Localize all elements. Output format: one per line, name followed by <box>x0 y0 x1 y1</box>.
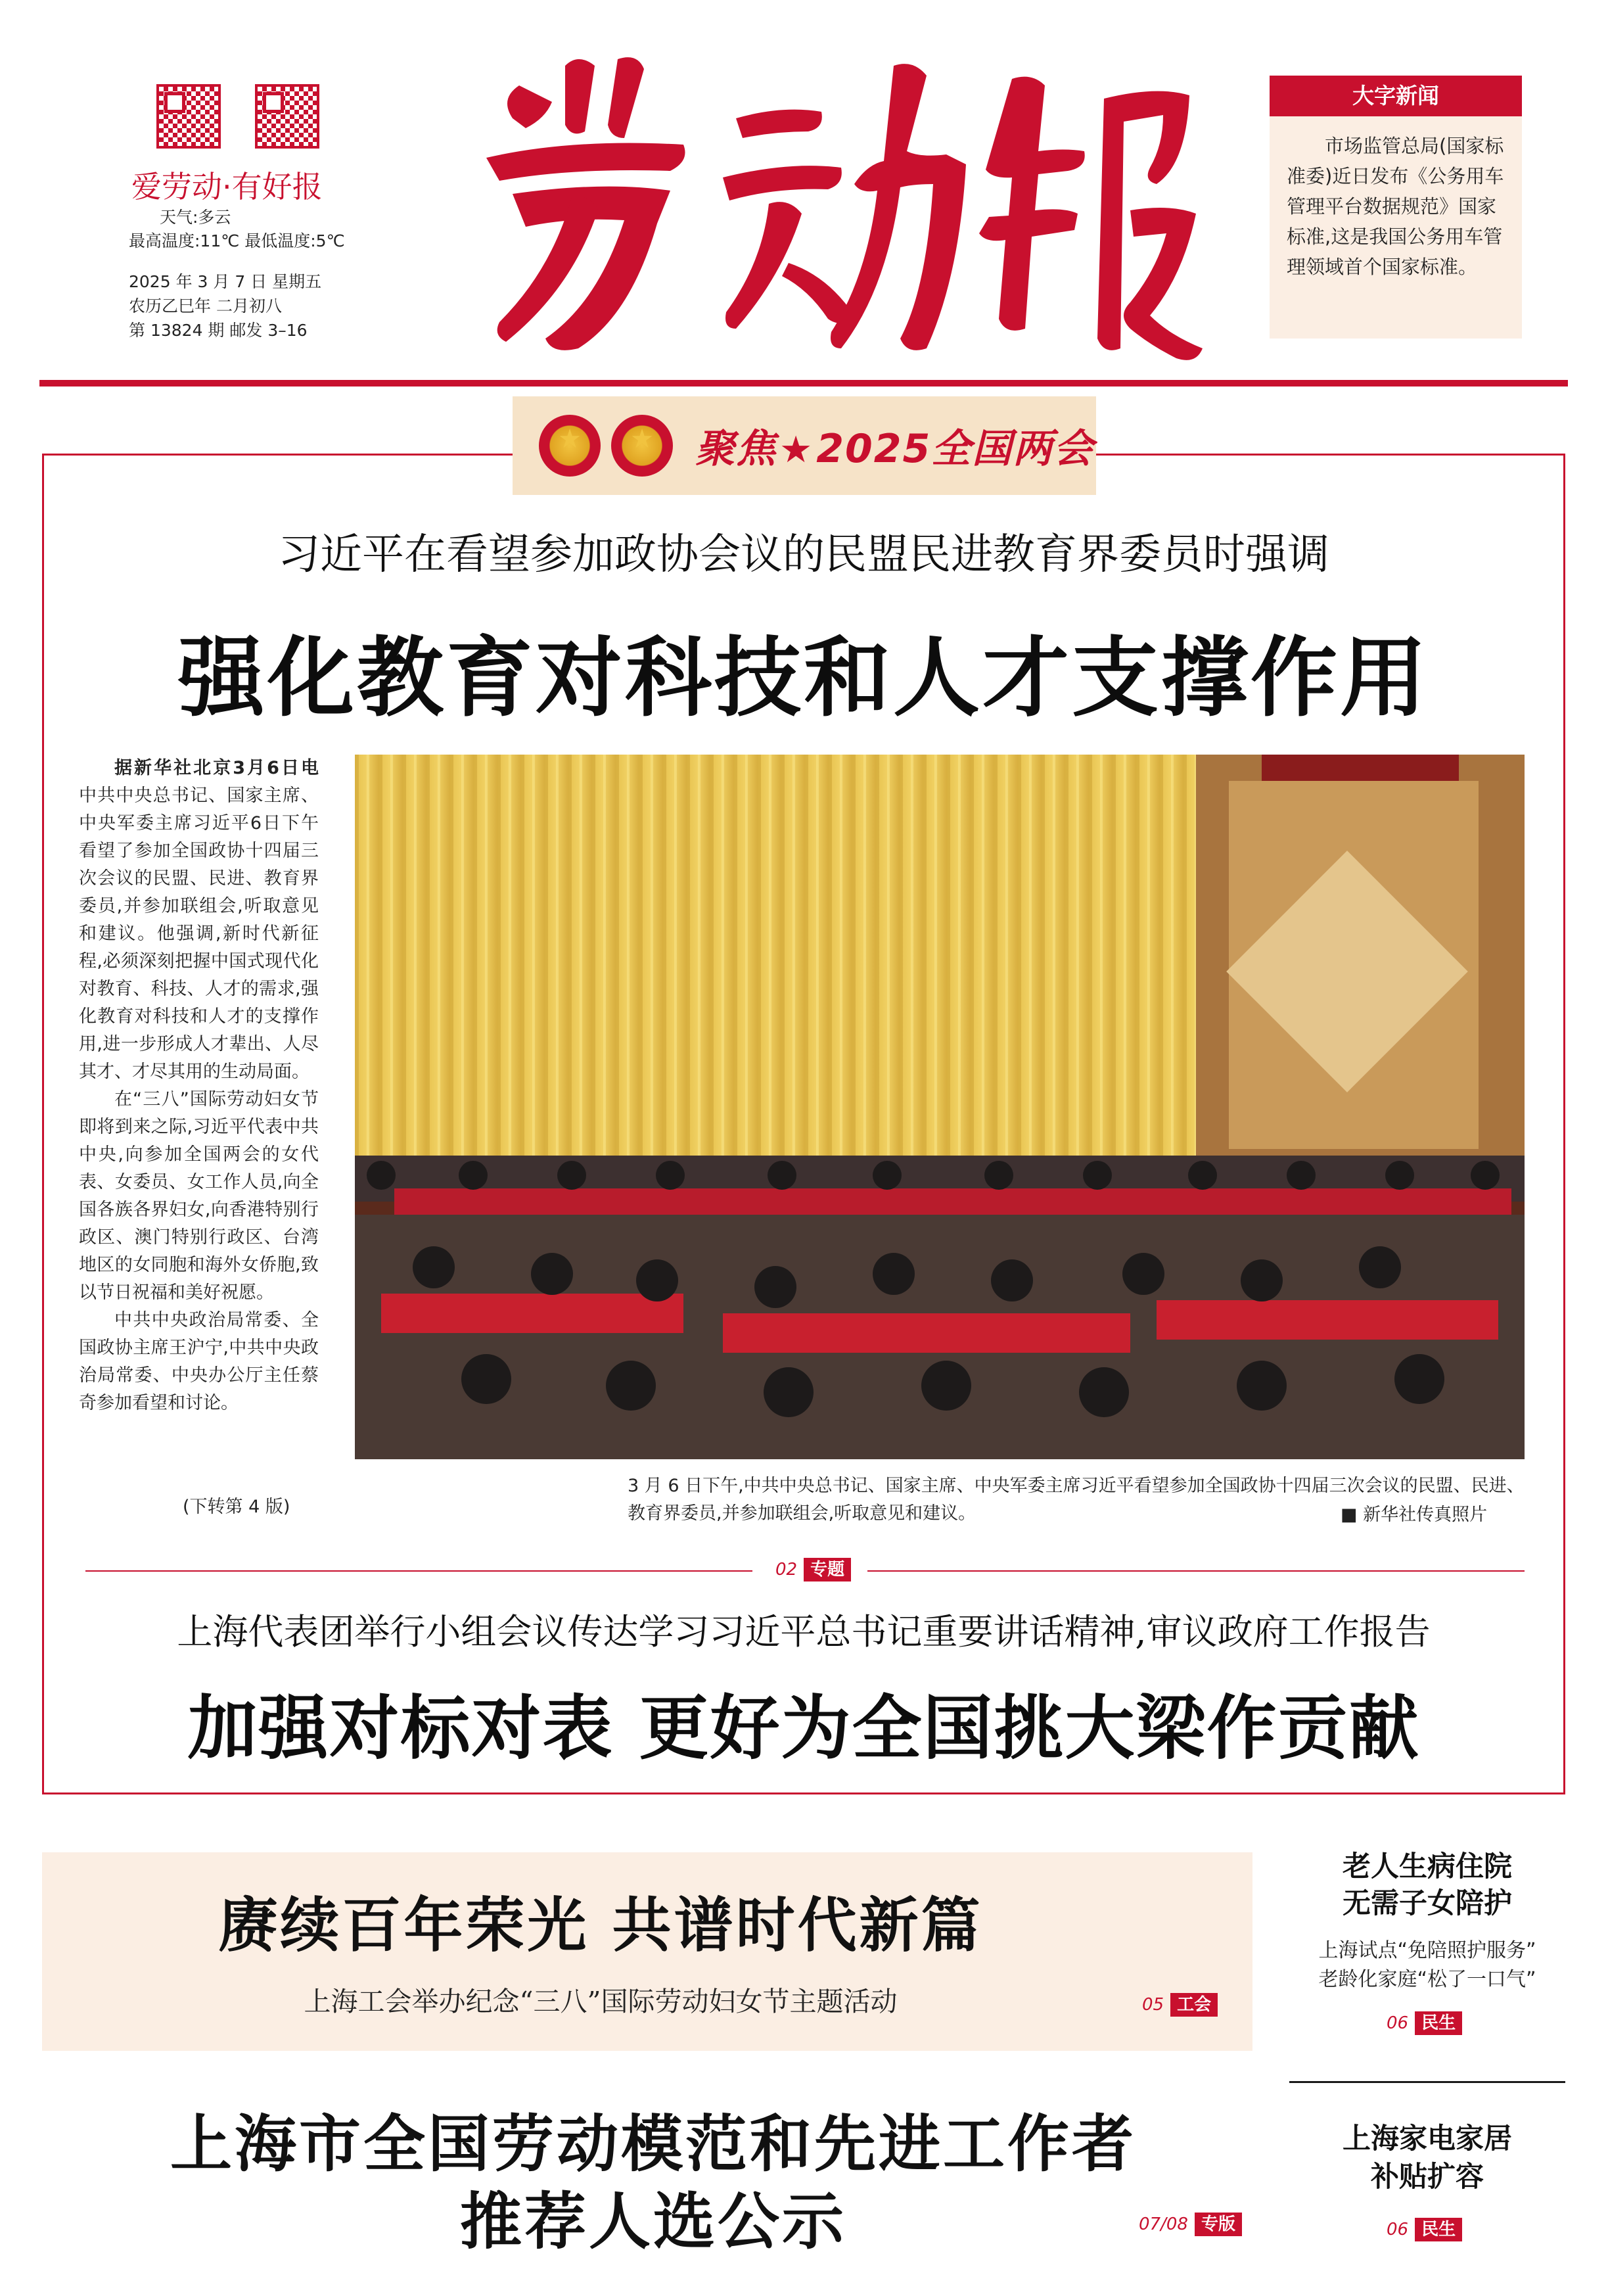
shanghai-kicker: 上海代表团举行小组会议传达学习习近平总书记重要讲话精神,审议政府工作报告 <box>177 1611 1431 1652</box>
star-icon: ★ <box>779 429 814 471</box>
masthead-rule <box>39 380 1568 387</box>
shanghai-headline[interactable]: 加强对标对表 更好为全国挑大梁作贡献 <box>187 1687 1420 1769</box>
lead-dateline: 据新华社北京3月6日电 <box>114 758 319 778</box>
cppcc-emblem-icon <box>611 415 673 477</box>
newspaper-logo <box>473 39 1209 368</box>
section-rule-right <box>867 1570 1525 1572</box>
lunar-date: 农历乙巳年 二月初八 <box>129 296 282 316</box>
big-news-box <box>1270 76 1522 339</box>
elder-care-headline-2[interactable]: 无需子女陪护 <box>1343 1887 1512 1920</box>
national-emblem-icon <box>539 415 601 477</box>
lead-paragraph-1-text: 中共中央总书记、国家主席、中央军委主席习近平6日下午看望了参加全国政协十四届三次会议的民盟、民进、教育界委员,并参加联组会,听取意见和建议。他强调,新时代新征程,必须深刻把握中国式现代化对教育、科技、人才的需求,强化教育对科技和人才的支撑作用,进一步形成人才辈出、人尽其才、才尽其用的生动局面。 <box>79 785 319 1082</box>
womens-day-subhead: 上海工会举办纪念“三八”国际劳动妇女节主题活动 <box>304 1986 898 2017</box>
lead-body <box>79 755 319 1417</box>
lead-paragraph-1 <box>79 755 319 1086</box>
continued-note[interactable]: (下转第 4 版) <box>183 1497 290 1517</box>
photo-credit: ■ 新华社传真照片 <box>1341 1505 1488 1525</box>
temperature-text: 最高温度:11℃ 最低温度:5℃ <box>129 231 345 250</box>
section-02-tag: 专题 <box>804 1558 851 1581</box>
womens-day-headline[interactable]: 赓续百年荣光 共谱时代新篇 <box>218 1890 983 1960</box>
appliance-headline-2[interactable]: 补贴扩容 <box>1371 2161 1484 2193</box>
section-05-label[interactable] <box>1142 1993 1218 2017</box>
section-0708-tag: 专版 <box>1195 2213 1242 2236</box>
lead-photo <box>355 755 1525 1459</box>
photo-caption: 3 月 6 日下午,中共中央总书记、国家主席、中央军委主席习近平看望参加全国政协十四届三次会议的民盟、民进、教育界委员,并参加联组会,听取意见和建议。 <box>628 1476 1525 1524</box>
section-0708-num: 07/08 <box>1139 2214 1188 2234</box>
slogan: 爱劳动·有好报 <box>131 169 323 204</box>
elder-care-sub-1: 上海试点“免陪照护服务” <box>1318 1939 1536 1962</box>
big-news-label: 大字新闻 <box>1270 76 1522 116</box>
section-0708-label[interactable] <box>1139 2213 1242 2236</box>
elder-care-headline-1[interactable]: 老人生病住院 <box>1343 1850 1512 1883</box>
section-02-num: 02 <box>775 1560 798 1580</box>
qr-code-1[interactable] <box>156 84 221 149</box>
focus-banner-text <box>695 417 1094 474</box>
labour-models-headline-1[interactable]: 上海市全国劳动模范和先进工作者 <box>170 2108 1136 2180</box>
section-05-tag: 工会 <box>1170 1993 1218 2017</box>
lead-paragraph-3: 中共中央政治局常委、全国政协主席王沪宁,中共中央政治局常委、中央办公厅主任蔡奇参加看望和讨论。 <box>79 1310 319 1413</box>
focus-banner-text-a: 聚焦 <box>695 426 777 472</box>
focus-banner[interactable] <box>513 396 1096 495</box>
lead-paragraph-2: 在“三八”国际劳动妇女节即将到来之际,习近平代表中共中央,向参加全国两会的女代表、女委员、女工作人员,向全国各族各界妇女,向香港特别行政区、澳门特别行政区、台湾地区的女同胞和海外女侨胞,致以节日祝福和美好祝愿。 <box>79 1089 319 1303</box>
weather-text: 天气:多云 <box>160 208 231 227</box>
section-06-label-1[interactable] <box>1387 2011 1462 2035</box>
issue-date: 2025 年 3 月 7 日 星期五 <box>129 272 322 291</box>
focus-banner-text-b: 2025全国两会 <box>816 426 1095 472</box>
section-06-label-2[interactable] <box>1387 2218 1462 2241</box>
section-06-num-1: 06 <box>1387 2013 1409 2033</box>
section-05-num: 05 <box>1142 1995 1164 2015</box>
section-06-tag-1: 民生 <box>1415 2011 1462 2035</box>
section-06-num-2: 06 <box>1387 2220 1409 2239</box>
lead-headline[interactable]: 强化教育对科技和人才支撑作用 <box>178 627 1429 729</box>
section-06-tag-2: 民生 <box>1415 2218 1462 2241</box>
section-02-label[interactable] <box>775 1558 851 1581</box>
labour-models-headline-2[interactable]: 推荐人选公示 <box>459 2186 846 2258</box>
elder-care-sub-2: 老龄化家庭“松了一口气” <box>1318 1968 1536 1991</box>
big-news-text: 市场监管总局(国家标准委)近日发布《公务用车管理平台数据规范》国家标准,这是我国公务用车管理领域首个国家标准。 <box>1287 135 1504 278</box>
side-divider <box>1289 2081 1565 2083</box>
qr-code-2[interactable] <box>255 84 319 149</box>
section-rule-left <box>85 1570 752 1572</box>
lead-kicker: 习近平在看望参加政协会议的民盟民进教育界委员时强调 <box>278 530 1329 579</box>
appliance-headline-1[interactable]: 上海家电家居 <box>1343 2122 1512 2155</box>
issue-number: 第 13824 期 邮发 3–16 <box>129 321 308 340</box>
